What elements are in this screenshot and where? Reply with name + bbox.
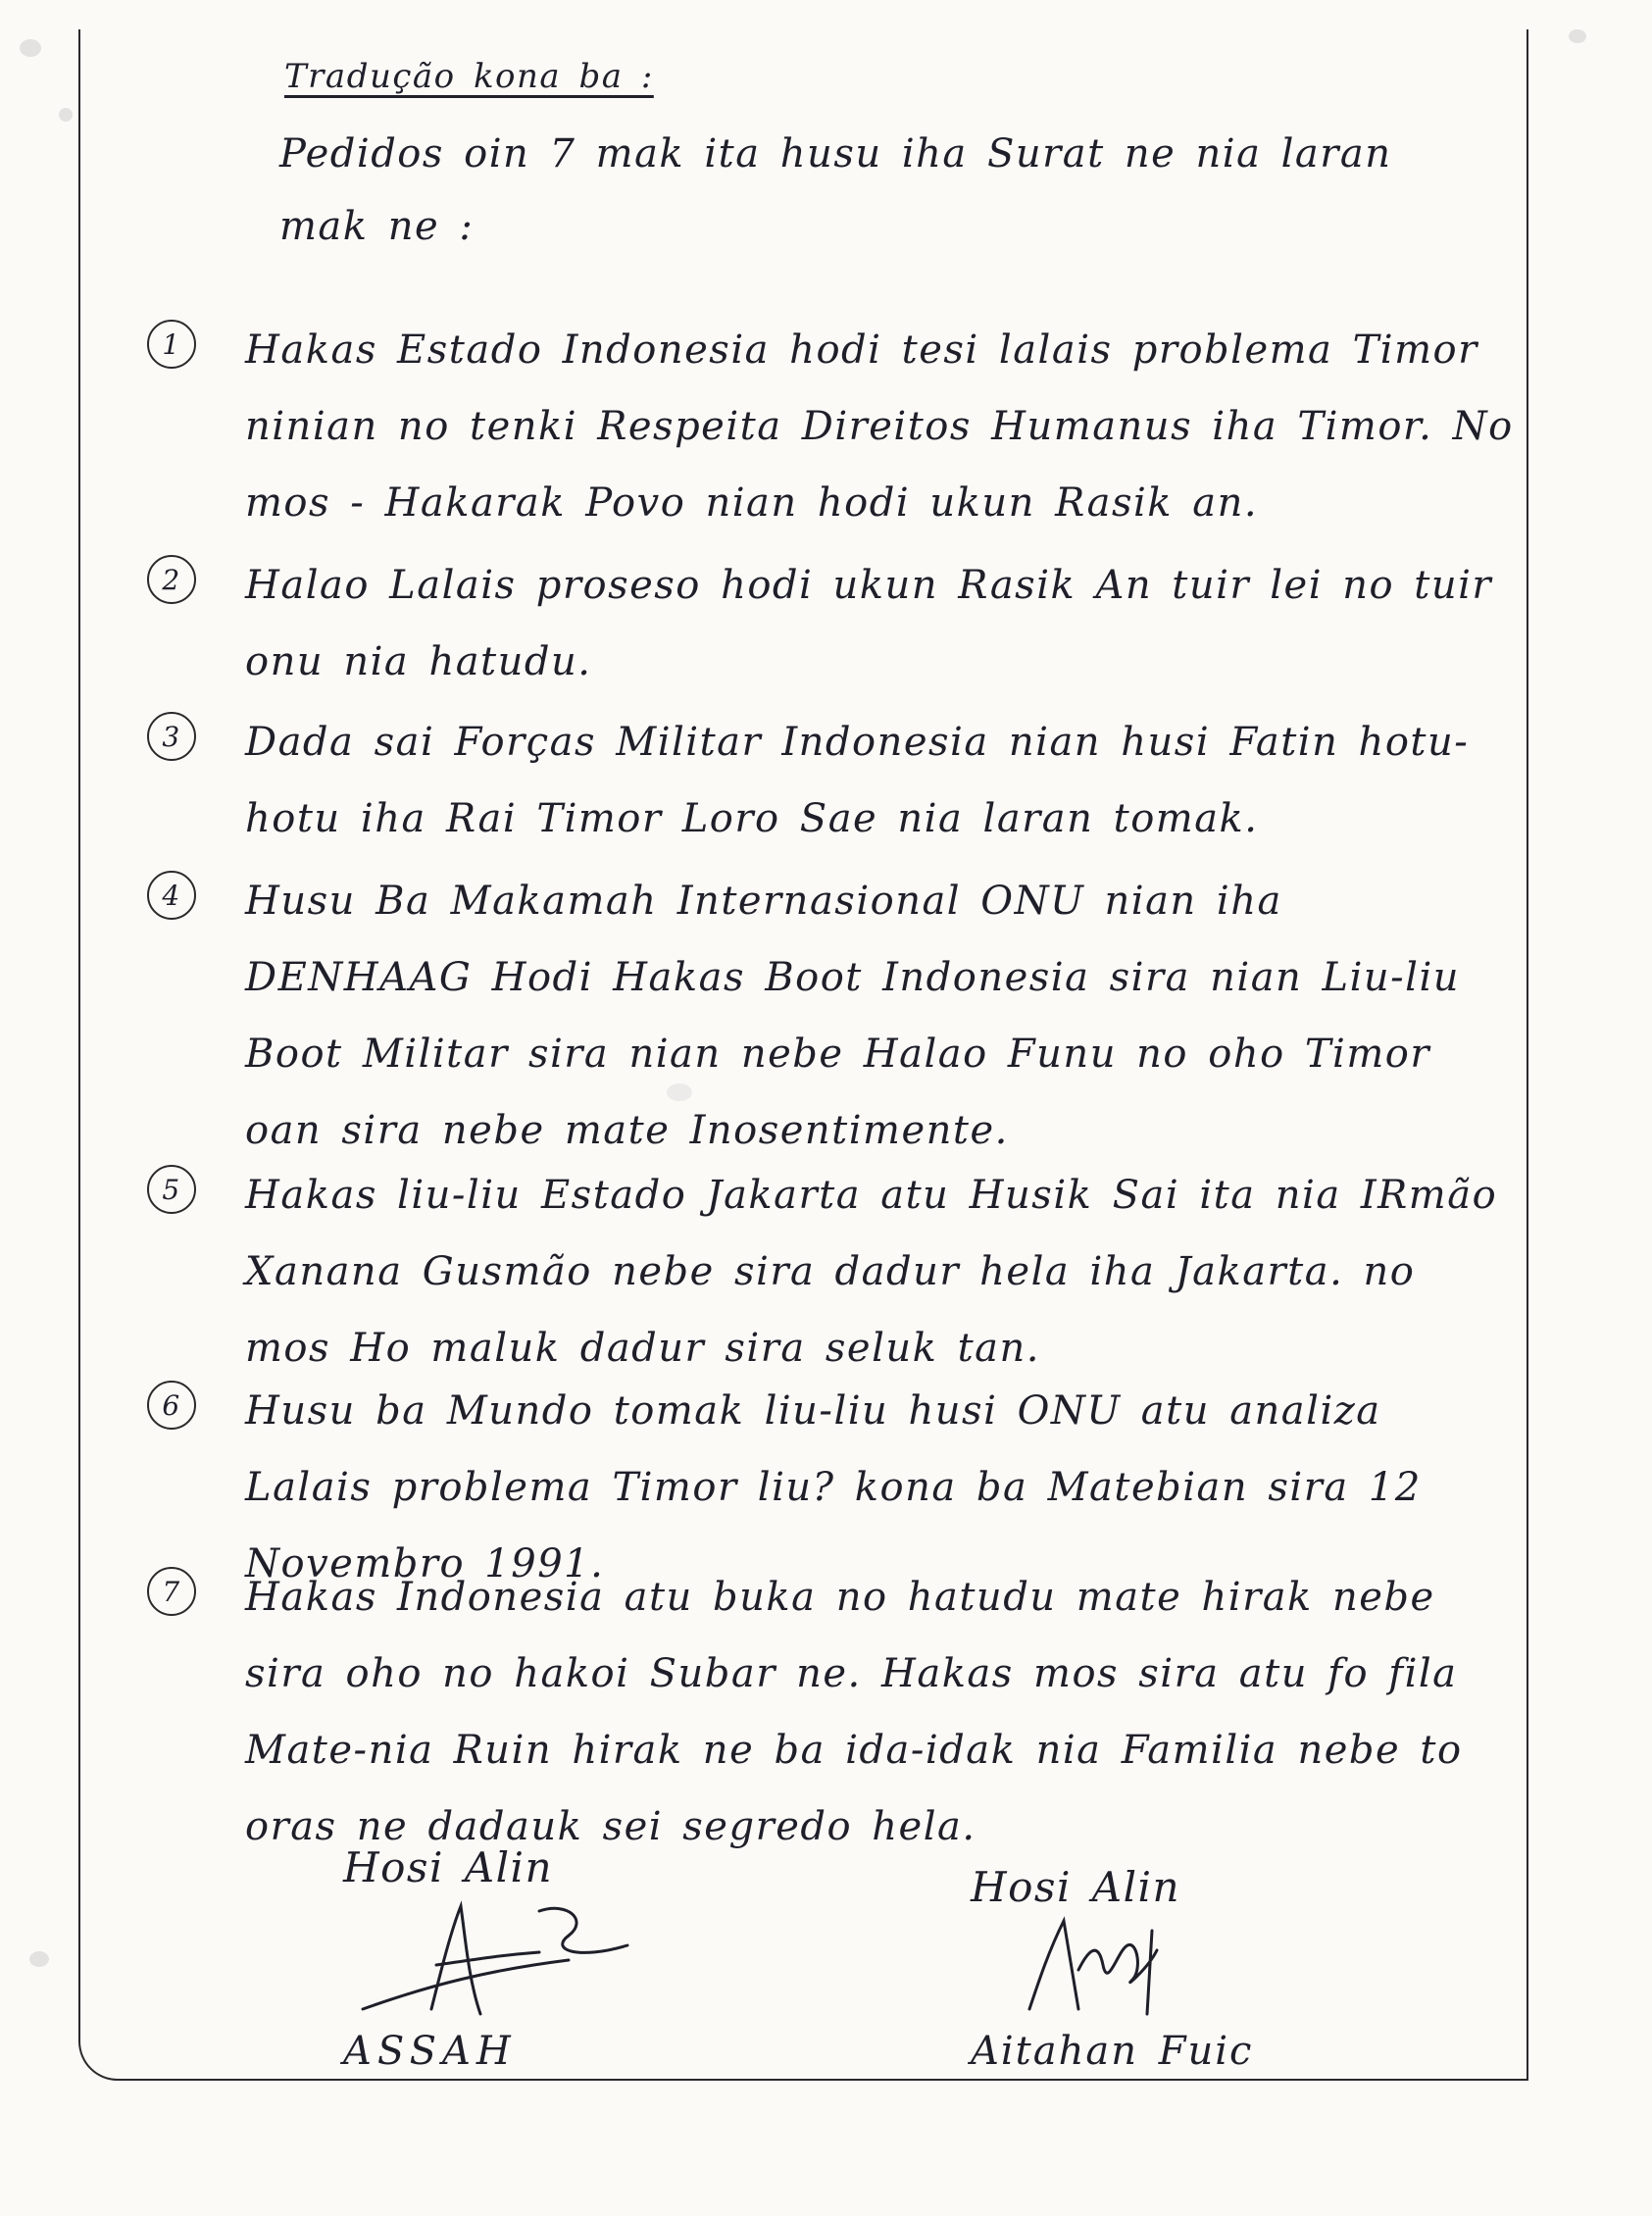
item-text: Halao Lalais proseso hodi ukun Rasik An tuir lei no tuir onu nia hatudu. <box>245 563 1493 684</box>
item-number: 2 <box>147 555 196 604</box>
item-text: Husu Ba Makamah Internasional ONU nian iha DENHAAG Hodi Hakas Boot Indonesia sira nian Liu-liu Boot Militar sira nian nebe Halao Funu no oho Timor oan sira nebe mate Inosentimente. <box>245 879 1461 1153</box>
item-number: 3 <box>147 712 196 761</box>
signature-label: Hosi Alin <box>343 1843 553 1891</box>
scan-speck <box>29 1951 49 1967</box>
request-item-1 <box>147 312 1520 541</box>
request-item-5 <box>147 1157 1520 1386</box>
item-text: Dada sai Forças Militar Indonesia nian husi Fatin hotu-hotu iha Rai Timor Loro Sae nia laran tomak. <box>245 720 1470 841</box>
signature-block-right <box>971 1863 1253 2074</box>
scan-speck <box>20 39 41 57</box>
request-item-4 <box>147 863 1520 1169</box>
item-text: Hakas Indonesia atu buka no hatudu mate hirak nebe sira oho no hakoi Subar ne. Hakas mos sira atu fo fila Mate-nia Ruin hirak ne ba ida-idak nia Familia nebe to oras ne dadauk sei segredo hela. <box>245 1575 1463 1849</box>
item-number: 5 <box>147 1165 196 1214</box>
item-number: 1 <box>147 320 196 369</box>
request-item-7 <box>147 1559 1520 1865</box>
signature-scribble <box>343 1891 696 2029</box>
item-text: Husu ba Mundo tomak liu-liu husi ONU atu analiza Lalais problema Timor liu? kona ba Matebian sira 12 Novembro 1991. <box>245 1388 1422 1586</box>
request-item-2 <box>147 547 1520 700</box>
signature-label: Hosi Alin <box>971 1863 1180 1911</box>
signature-scribble <box>971 1911 1226 2029</box>
intro-text: Pedidos oin 7 mak ita husu iha Surat ne nia laran mak ne : <box>279 131 1392 249</box>
signature-block-left <box>343 1843 696 2074</box>
item-number: 4 <box>147 871 196 920</box>
scan-speck <box>59 108 73 122</box>
request-item-3 <box>147 704 1520 857</box>
scan-speck <box>1569 29 1586 43</box>
item-text: Hakas liu-liu Estado Jakarta atu Husik Sai ita nia IRmão Xanana Gusmão nebe sira dadur hela iha Jakarta. no mos Ho maluk dadur sira seluk tan. <box>245 1173 1498 1371</box>
item-text: Hakas Estado Indonesia hodi tesi lalais problema Timor ninian no tenki Respeita Direitos Humanus iha Timor. No mos - Hakarak Povo nian hodi ukun Rasik an. <box>245 327 1514 526</box>
document-title: Tradução kona ba : <box>284 57 654 96</box>
signature-name: ASSAH <box>343 2029 517 2074</box>
item-number: 7 <box>147 1567 196 1616</box>
item-number: 6 <box>147 1381 196 1430</box>
signature-name: Aitahan Fuic <box>971 2029 1254 2074</box>
